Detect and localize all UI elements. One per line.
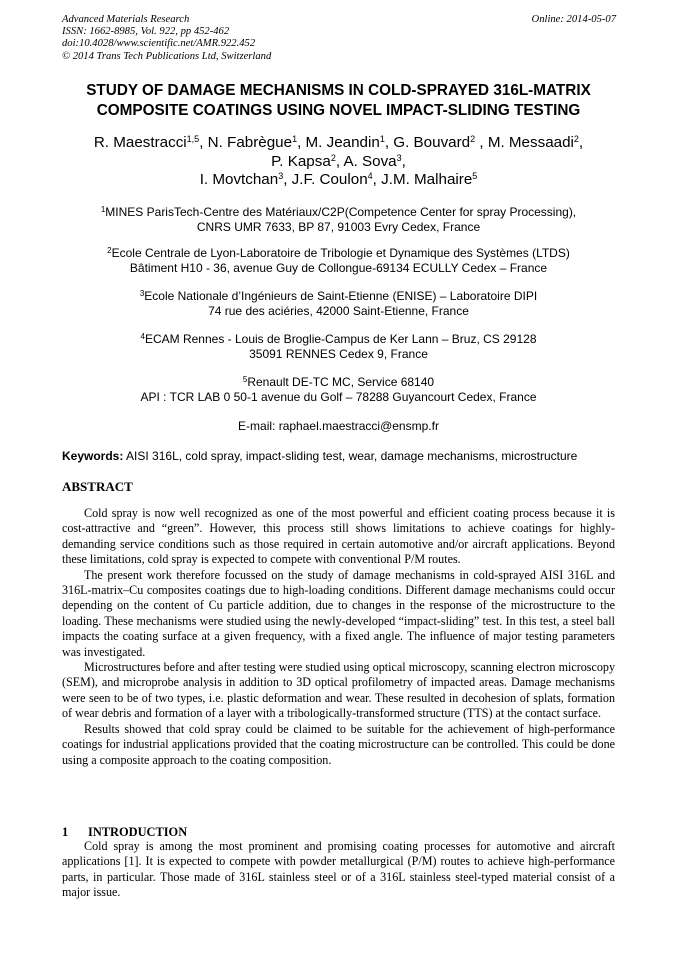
- affiliation-line: 74 rue des aciéries, 42000 Saint-Etienne, France: [208, 304, 469, 319]
- title-line-2: COMPOSITE COATINGS USING NOVEL IMPACT-SLIDING TESTING: [96, 101, 581, 119]
- abstract-body: [62, 506, 615, 768]
- author-name: G. Bouvard: [393, 134, 471, 151]
- affiliation-2: [62, 246, 615, 277]
- author-affiliation-marker: 4: [367, 171, 373, 182]
- paper-title: [62, 81, 615, 120]
- author-list: [62, 134, 615, 190]
- author-affiliation-marker: 5: [472, 171, 478, 182]
- affiliation-marker: 4: [140, 332, 145, 341]
- affiliation-marker: 2: [107, 246, 112, 255]
- author-separator: ,: [384, 134, 394, 151]
- author-affiliation-marker: 3: [278, 171, 284, 182]
- email-line: E-mail: raphael.maestracci@ensmp.fr: [238, 419, 439, 433]
- introduction-paragraph-1: Cold spray is among the most prominent and promising coating processes for automotive and aircraft applications [1]. It is expected to compete with powder metallurgical (P/M) routes to achieve high-performance parts, in particular. Those made of 316L stainless steel or of a 316L stainless steel-typed material consist of a major issue.: [62, 839, 615, 900]
- author-name: P. Kapsa: [271, 152, 331, 170]
- issn-line: ISSN: 1662-8985, Vol. 922, pp 452-462: [62, 26, 230, 38]
- affiliation-text: MINES ParisTech-Centre des Matériaux/C2P(Competence Center for spray Processing),: [105, 205, 577, 219]
- author-affiliation-marker: 2: [470, 134, 476, 144]
- copyright-line: © 2014 Trans Tech Publications Ltd, Switzerland: [62, 50, 272, 62]
- affiliation-marker: 5: [242, 375, 248, 384]
- author-line-3: [62, 171, 615, 190]
- author-name: I. Movtchan: [199, 171, 279, 189]
- author-name: R. Maestracci: [93, 134, 187, 151]
- author-affiliation-marker: 2: [573, 134, 579, 144]
- abstract-paragraph-4: Results showed that cold spray could be claimed to be suitable for the achievement of high-performance coatings for industrial applications provided that the coating microstructure can be controlled. This could be done using a composite approach to the coating composition.: [62, 721, 615, 767]
- author-name: J.M. Malhaire: [381, 171, 473, 189]
- introduction-heading: [62, 825, 187, 839]
- contact-email: [62, 419, 615, 434]
- author-separator: ,: [283, 171, 292, 189]
- journal-name: Advanced Materials Research: [62, 14, 190, 25]
- author-separator: ,: [297, 134, 306, 151]
- keywords-line: [62, 449, 577, 464]
- abstract-paragraph-1: Cold spray is now well recognized as one of the most powerful and efficient coating process because it is cost-attractive and “green”. However, this process still shows limitations to achieve coatings for highly-demanding service conditions such as those required in certain automotive and/or aircraft applications. Beyond these limitations, cold spray is expected to compete with conventional P/M routes.: [62, 506, 615, 567]
- abstract-paragraph-3: Microstructures before and after testing were studied using optical microscopy, scanning electron microscopy (SEM), and microprobe analysis in addition to 3D optical profilometry of impacted areas. Damage mechanisms were seen to be of two types, i.e. plastic deformation and wear. These resulted in decohesion of splats, formation of wear debris and formation of a layer with a tribologically-transformed structure (TTS) at the contact surface.: [62, 660, 615, 721]
- author-name: M. Messaadi: [487, 134, 574, 151]
- affiliation-line: Bâtiment H10 - 36, avenue Guy de Collongue-69134 ECULLY Cedex – France: [129, 261, 548, 276]
- online-date: Online: 2014-05-07: [531, 14, 616, 25]
- keywords-text: AISI 316L, cold spray, impact-sliding test, wear, damage mechanisms, microstructure: [123, 449, 578, 463]
- title-line-1: STUDY OF DAMAGE MECHANISMS IN COLD-SPRAYED 316L-MATRIX: [86, 82, 591, 99]
- affiliation-line: [62, 332, 615, 347]
- introduction-body: [62, 839, 615, 901]
- section-title: INTRODUCTION: [88, 825, 188, 839]
- affiliation-text: ECAM Rennes - Louis de Broglie-Campus de Ker Lann – Bruz, CS 29128: [144, 332, 537, 346]
- affiliation-1: [62, 205, 615, 236]
- author-separator: ,: [335, 152, 344, 170]
- affiliation-text: Renault DE-TC MC, Service 68140: [247, 375, 435, 389]
- author-name: M. Jeandin: [305, 134, 380, 151]
- affiliation-line: API : TCR LAB 0 50-1 avenue du Golf – 78288 Guyancourt Cedex, France: [140, 390, 537, 405]
- affiliation-5: [62, 375, 615, 406]
- affiliation-4: [62, 332, 615, 363]
- affiliation-line: [62, 205, 615, 220]
- affiliation-marker: 3: [139, 289, 145, 298]
- doi-line: doi:10.4028/www.scientific.net/AMR.922.452: [62, 38, 256, 50]
- affiliation-text: Ecole Centrale de Lyon-Laboratoire de Tribologie et Dynamique des Systèmes (LTDS): [111, 246, 570, 260]
- author-line-1: [62, 134, 615, 153]
- author-name: J.F. Coulon: [291, 171, 368, 189]
- author-separator: ,: [578, 134, 584, 151]
- author-affiliation-marker: 3: [396, 152, 402, 163]
- section-number: 1: [62, 825, 69, 839]
- affiliation-line: [62, 289, 615, 304]
- author-separator: ,: [475, 134, 488, 151]
- author-name: N. Fabrègue: [207, 134, 293, 151]
- affiliation-text: Ecole Nationale d’Ingénieurs de Saint-Etienne (ENISE) – Laboratoire DIPI: [144, 289, 538, 303]
- author-separator: ,: [372, 171, 382, 189]
- affiliation-3: [62, 289, 615, 320]
- author-line-2: [62, 153, 615, 172]
- publication-header: [62, 14, 271, 63]
- keywords-label: Keywords:: [62, 449, 124, 463]
- author-name: A. Sova: [343, 152, 397, 170]
- author-separator: ,: [199, 134, 208, 151]
- abstract-paragraph-2: The present work therefore focussed on the study of damage mechanisms in cold-sprayed AISI 316L and 316L-matrix–Cu composites coatings due to high-loading conditions. Different damage mechanisms could occur depending on the content of Cu particle addition, due to changes in the response of the microstructure to the loading. These mechanisms were studied using the newly-developed “impact-sliding” test. In this test, a steel ball impacts the coating surface at a given frequency, with a fixed angle. The influence of major testing parameters was investigated.: [62, 567, 615, 659]
- abstract-heading: ABSTRACT: [62, 479, 133, 494]
- affiliation-line: [62, 375, 615, 390]
- affiliation-marker: 1: [100, 205, 106, 214]
- author-affiliation-marker: 1: [379, 134, 385, 144]
- author-affiliation-marker: 2: [330, 152, 336, 163]
- author-separator: ,: [401, 152, 406, 170]
- affiliation-line: [62, 246, 615, 261]
- affiliation-line: 35091 RENNES Cedex 9, France: [249, 347, 428, 362]
- author-affiliation-marker: 1,5: [186, 134, 200, 144]
- author-affiliation-marker: 1: [292, 134, 298, 144]
- affiliation-line: CNRS UMR 7633, BP 87, 91003 Evry Cedex, France: [196, 220, 481, 235]
